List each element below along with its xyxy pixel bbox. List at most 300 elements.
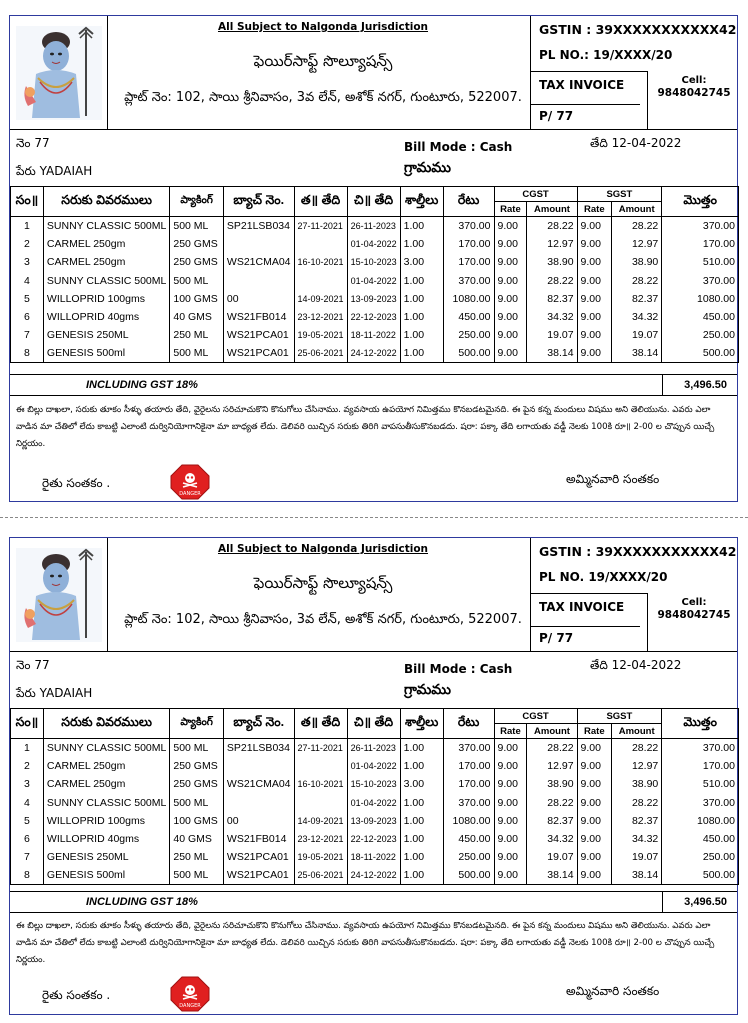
cell-total: 170.00 xyxy=(662,235,739,253)
cell-sgst-amt: 28.22 xyxy=(612,793,662,811)
header-total: మొత్తం xyxy=(662,709,739,739)
customer-name: పేరు YADAIAH xyxy=(16,686,93,700)
cell-sgst-rate: 9.00 xyxy=(577,793,612,811)
header-sgst: SGST xyxy=(577,709,662,724)
terms-text: ఈ బిల్లు దాఖలా, సరుకు తూకం సీళ్ళు తయారు తేది, వైరైలను సరిచూచుకొని కొనుగోలు చేసినాము. వ్యవసాయ ఉపయోగ నిమిత్తము కొనబడటమైనది. ఈ పైన కన్న మందులు విషము అని తెలియును. ఎవరు ఎలా వాడిన మా చేతిలో లేదు కాబట్టి ఎలాంటి దుర్వినియోగానికైనా మా బాధ్యత లేదు. డెలివరి యిచ్చిన సరుకు తిరిగి వాపసుతీసుకొనబడదు. షరా: పక్కా తేది లగాయతు వడ్డీ నెలకు 100కి రూ॥ 2-00 ల చొప్పున యిచ్చే నిర్ణయం. xyxy=(16,405,715,449)
header-item: సరుకు వివరములు xyxy=(43,187,169,217)
cell-rate: 450.00 xyxy=(443,308,494,326)
cell-sgst-rate: 9.00 xyxy=(577,775,612,793)
cell-cgst-rate: 9.00 xyxy=(494,867,527,885)
terms-text: ఈ బిల్లు దాఖలా, సరుకు తూకం సీళ్ళు తయారు తేది, వైరైలను సరిచూచుకొని కొనుగోలు చేసినాము. వ్యవసాయ ఉపయోగ నిమిత్తము కొనబడటమైనది. ఈ పైన కన్న మందులు విషము అని తెలియును. ఎవరు ఎలా వాడిన మా చేతిలో లేదు కాబట్టి ఎలాంటి దుర్వినియోగానికైనా మా బాధ్యత లేదు. డెలివరి యిచ్చిన సరుకు తిరిగి వాపసుతీసుకొనబడదు. షరా: పక్కా తేది లగాయతు వడ్డీ నెలకు 100కి రూ॥ 2-00 ల చొప్పున యిచ్చే నిర్ణయం. xyxy=(16,921,715,965)
header-sgst-amount: Amount xyxy=(612,724,662,739)
cell-exp: 22-12-2023 xyxy=(347,308,400,326)
cell-total: 450.00 xyxy=(662,308,739,326)
cell-sno: 1 xyxy=(11,217,44,235)
logo-box xyxy=(10,538,108,652)
cell-item: WILLOPRID 40gms xyxy=(43,308,169,326)
cell-box xyxy=(648,593,740,621)
jurisdiction-text: All Subject to Nalgonda Jurisdiction xyxy=(217,21,429,33)
cell-sgst-rate: 9.00 xyxy=(577,235,612,253)
deity-logo-icon xyxy=(16,548,102,642)
cell-total: 370.00 xyxy=(662,793,739,811)
cell-total: 500.00 xyxy=(662,867,739,885)
cell-rate: 370.00 xyxy=(443,739,494,757)
cell-cgst-amt: 28.22 xyxy=(527,793,577,811)
cell-batch: SP21LSB034 xyxy=(223,739,294,757)
cell-packing: 500 ML xyxy=(170,867,224,885)
cell-qty: 1.00 xyxy=(400,739,443,757)
danger-icon xyxy=(170,976,210,1012)
cell-sno: 8 xyxy=(11,345,44,363)
bill-number: నెం 77 xyxy=(16,658,50,672)
cell-packing: 250 GMS xyxy=(170,757,224,775)
cell-cgst-rate: 9.00 xyxy=(494,812,527,830)
cell-mfg xyxy=(294,793,347,811)
header-cgst-rate: Rate xyxy=(494,202,527,217)
cell-rate: 250.00 xyxy=(443,326,494,344)
cell-total: 450.00 xyxy=(662,830,739,848)
cell-exp: 13-09-2023 xyxy=(347,812,400,830)
header-cgst-amount: Amount xyxy=(527,724,577,739)
items-body xyxy=(11,739,739,885)
cell-mfg: 19-05-2021 xyxy=(294,326,347,344)
cell-sno: 5 xyxy=(11,290,44,308)
jurisdiction-text: All Subject to Nalgonda Jurisdiction xyxy=(217,543,429,555)
cell-rate: 500.00 xyxy=(443,345,494,363)
cell-packing: 250 GMS xyxy=(170,235,224,253)
cell-qty: 1.00 xyxy=(400,867,443,885)
cell-item: WILLOPRID 100gms xyxy=(43,290,169,308)
deity-logo-icon xyxy=(16,26,102,120)
cell-cgst-rate: 9.00 xyxy=(494,848,527,866)
invoice-id-panel xyxy=(530,538,739,652)
cell-sgst-amt: 38.14 xyxy=(612,867,662,885)
cell-sno: 8 xyxy=(11,867,44,885)
cell-total: 370.00 xyxy=(662,217,739,235)
cell-label: Cell: xyxy=(681,597,707,608)
cell-packing: 100 GMS xyxy=(170,290,224,308)
cell-packing: 500 ML xyxy=(170,271,224,289)
table-row xyxy=(11,326,739,344)
cell-rate: 1080.00 xyxy=(443,290,494,308)
cell-total: 1080.00 xyxy=(662,812,739,830)
cell-batch: 00 xyxy=(223,290,294,308)
cell-rate: 500.00 xyxy=(443,867,494,885)
cell-sgst-amt: 82.37 xyxy=(612,290,662,308)
table-row xyxy=(11,775,739,793)
cell-rate: 170.00 xyxy=(443,235,494,253)
cell-batch: WS21PCA01 xyxy=(223,345,294,363)
cell-sno: 4 xyxy=(11,793,44,811)
header-sno: సం॥ xyxy=(11,187,44,217)
cell-sgst-amt: 28.22 xyxy=(612,217,662,235)
cell-number: 9848042745 xyxy=(657,609,731,621)
cell-cgst-amt: 28.22 xyxy=(527,271,577,289)
cell-number: 9848042745 xyxy=(657,87,731,99)
cell-cgst-rate: 9.00 xyxy=(494,235,527,253)
table-row xyxy=(11,757,739,775)
cell-sgst-amt: 38.90 xyxy=(612,253,662,271)
cell-cgst-rate: 9.00 xyxy=(494,757,527,775)
cell-mfg: 27-11-2021 xyxy=(294,217,347,235)
table-row xyxy=(11,739,739,757)
cell-sgst-rate: 9.00 xyxy=(577,217,612,235)
table-row xyxy=(11,217,739,235)
cell-total: 370.00 xyxy=(662,271,739,289)
cell-qty: 1.00 xyxy=(400,235,443,253)
cell-cgst-rate: 9.00 xyxy=(494,326,527,344)
header-mfg: త॥ తేది xyxy=(294,187,347,217)
cell-cgst-rate: 9.00 xyxy=(494,793,527,811)
cell-sgst-rate: 9.00 xyxy=(577,830,612,848)
header-cgst-rate: Rate xyxy=(494,724,527,739)
cell-sno: 1 xyxy=(11,739,44,757)
cell-item: CARMEL 250gm xyxy=(43,775,169,793)
bill-date: తేది 12-04-2022 xyxy=(590,658,682,672)
total-row xyxy=(10,374,737,396)
cell-exp: 24-12-2022 xyxy=(347,345,400,363)
cell-mfg xyxy=(294,271,347,289)
cell-cgst-amt: 82.37 xyxy=(527,290,577,308)
cell-rate: 170.00 xyxy=(443,775,494,793)
pl-number: PL NO. 19/XXXX/20 xyxy=(539,570,668,584)
table-row xyxy=(11,345,739,363)
header-batch: బ్యాచ్ నెం. xyxy=(223,187,294,217)
gstin: GSTIN : 39XXXXXXXXXXX42 xyxy=(539,22,737,37)
cell-qty: 1.00 xyxy=(400,812,443,830)
cell-mfg: 16-10-2021 xyxy=(294,775,347,793)
cell-sno: 2 xyxy=(11,235,44,253)
table-row xyxy=(11,271,739,289)
header-rate: రేటు xyxy=(443,709,494,739)
cell-batch: 00 xyxy=(223,812,294,830)
cell-item: GENESIS 250ML xyxy=(43,848,169,866)
gst-label: INCLUDING GST 18% xyxy=(86,896,198,908)
cell-cgst-amt: 19.07 xyxy=(527,848,577,866)
cell-qty: 1.00 xyxy=(400,793,443,811)
items-body xyxy=(11,217,739,363)
cell-cgst-amt: 28.22 xyxy=(527,739,577,757)
cell-cgst-amt: 38.90 xyxy=(527,775,577,793)
cell-qty: 1.00 xyxy=(400,308,443,326)
cell-item: SUNNY CLASSIC 500ML xyxy=(43,217,169,235)
cell-cgst-rate: 9.00 xyxy=(494,217,527,235)
header-cgst-amount: Amount xyxy=(527,202,577,217)
cell-qty: 1.00 xyxy=(400,326,443,344)
table-row xyxy=(11,235,739,253)
cell-sgst-rate: 9.00 xyxy=(577,345,612,363)
cell-batch: WS21FB014 xyxy=(223,830,294,848)
cell-mfg: 19-05-2021 xyxy=(294,848,347,866)
cell-sno: 5 xyxy=(11,812,44,830)
cell-sno: 7 xyxy=(11,326,44,344)
cell-batch: WS21CMA04 xyxy=(223,775,294,793)
firm-name: ఫెయిర్‌సాఫ్ట్ సొల్యూషన్స్ xyxy=(253,52,393,70)
cell-box xyxy=(648,71,740,99)
cell-cgst-rate: 9.00 xyxy=(494,271,527,289)
cell-rate: 170.00 xyxy=(443,757,494,775)
cell-packing: 500 ML xyxy=(170,739,224,757)
cell-packing: 40 GMS xyxy=(170,830,224,848)
cell-exp: 24-12-2022 xyxy=(347,867,400,885)
cell-batch xyxy=(223,793,294,811)
cell-qty: 1.00 xyxy=(400,848,443,866)
cell-sno: 6 xyxy=(11,830,44,848)
table-row xyxy=(11,830,739,848)
cell-label: Cell: xyxy=(681,75,707,86)
cell-item: SUNNY CLASSIC 500ML xyxy=(43,793,169,811)
cell-exp: 26-11-2023 xyxy=(347,739,400,757)
cell-packing: 40 GMS xyxy=(170,308,224,326)
cell-packing: 500 ML xyxy=(170,793,224,811)
cell-exp: 18-11-2022 xyxy=(347,326,400,344)
cell-mfg: 27-11-2021 xyxy=(294,739,347,757)
cell-packing: 500 ML xyxy=(170,217,224,235)
bill-number: నెం 77 xyxy=(16,136,50,150)
cell-exp: 18-11-2022 xyxy=(347,848,400,866)
p-number: P/ 77 xyxy=(531,104,640,123)
header-item: సరుకు వివరములు xyxy=(43,709,169,739)
cell-sgst-amt: 34.32 xyxy=(612,308,662,326)
cell-cgst-rate: 9.00 xyxy=(494,290,527,308)
cell-sgst-amt: 38.90 xyxy=(612,775,662,793)
header-packing: ప్యాకింగ్ xyxy=(170,709,224,739)
cell-qty: 1.00 xyxy=(400,290,443,308)
cell-batch: WS21FB014 xyxy=(223,308,294,326)
cell-batch: WS21CMA04 xyxy=(223,253,294,271)
grand-total: 3,496.50 xyxy=(684,379,727,391)
cell-sgst-amt: 28.22 xyxy=(612,739,662,757)
invoice-id-panel xyxy=(530,16,739,130)
cell-sgst-amt: 12.97 xyxy=(612,235,662,253)
invoice-header xyxy=(10,538,737,652)
header-cgst: CGST xyxy=(494,709,577,724)
cell-sno: 6 xyxy=(11,308,44,326)
table-row xyxy=(11,812,739,830)
cell-cgst-amt: 34.32 xyxy=(527,308,577,326)
cell-total: 1080.00 xyxy=(662,290,739,308)
cell-rate: 370.00 xyxy=(443,271,494,289)
cell-rate: 450.00 xyxy=(443,830,494,848)
table-row xyxy=(11,253,739,271)
cell-cgst-rate: 9.00 xyxy=(494,308,527,326)
cell-sgst-rate: 9.00 xyxy=(577,271,612,289)
header-sgst: SGST xyxy=(577,187,662,202)
cell-exp: 01-04-2022 xyxy=(347,757,400,775)
cell-exp: 01-04-2022 xyxy=(347,793,400,811)
firm-header xyxy=(108,16,538,130)
cell-sgst-rate: 9.00 xyxy=(577,848,612,866)
cell-qty: 3.00 xyxy=(400,253,443,271)
cell-cgst-amt: 34.32 xyxy=(527,830,577,848)
firm-header xyxy=(108,538,538,652)
cell-cgst-amt: 38.90 xyxy=(527,253,577,271)
cell-mfg: 14-09-2021 xyxy=(294,290,347,308)
gstin: GSTIN : 39XXXXXXXXXXX42 xyxy=(539,544,737,559)
owner-signature: అమ్మినవారి సంతకం xyxy=(566,984,660,998)
cell-exp: 15-10-2023 xyxy=(347,253,400,271)
cell-batch: SP21LSB034 xyxy=(223,217,294,235)
cell-item: SUNNY CLASSIC 500ML xyxy=(43,271,169,289)
signature-row xyxy=(10,462,737,502)
cell-item: GENESIS 500ml xyxy=(43,345,169,363)
cell-exp: 01-04-2022 xyxy=(347,271,400,289)
cell-batch: WS21PCA01 xyxy=(223,848,294,866)
cell-batch: WS21PCA01 xyxy=(223,326,294,344)
cell-total: 500.00 xyxy=(662,345,739,363)
farmer-signature: రైతు సంతకం . xyxy=(42,988,111,1002)
cell-mfg: 23-12-2021 xyxy=(294,830,347,848)
header-packing: ప్యాకింగ్ xyxy=(170,187,224,217)
cell-sno: 2 xyxy=(11,757,44,775)
customer-name: పేరు YADAIAH xyxy=(16,164,93,178)
cell-cgst-amt: 19.07 xyxy=(527,326,577,344)
cell-sgst-amt: 19.07 xyxy=(612,848,662,866)
cell-sgst-amt: 12.97 xyxy=(612,757,662,775)
cell-cgst-rate: 9.00 xyxy=(494,775,527,793)
cell-qty: 1.00 xyxy=(400,830,443,848)
bill-mode: Bill Mode : Cash xyxy=(404,662,513,676)
cell-sno: 7 xyxy=(11,848,44,866)
cell-sgst-amt: 28.22 xyxy=(612,271,662,289)
header-batch: బ్యాచ్ నెం. xyxy=(223,709,294,739)
cell-cgst-amt: 12.97 xyxy=(527,235,577,253)
cell-item: GENESIS 250ML xyxy=(43,326,169,344)
total-separator xyxy=(662,892,663,912)
grand-total: 3,496.50 xyxy=(684,896,727,908)
cell-total: 250.00 xyxy=(662,326,739,344)
cell-mfg: 23-12-2021 xyxy=(294,308,347,326)
cell-packing: 250 ML xyxy=(170,848,224,866)
cell-cgst-rate: 9.00 xyxy=(494,739,527,757)
cell-exp: 13-09-2023 xyxy=(347,290,400,308)
cell-exp: 01-04-2022 xyxy=(347,235,400,253)
header-exp: చి॥ తేది xyxy=(347,709,400,739)
cell-batch xyxy=(223,235,294,253)
p-number: P/ 77 xyxy=(531,626,640,645)
cell-sgst-rate: 9.00 xyxy=(577,253,612,271)
cell-qty: 1.00 xyxy=(400,345,443,363)
village-label: గ్రామము xyxy=(404,160,451,176)
cell-rate: 250.00 xyxy=(443,848,494,866)
cell-cgst-rate: 9.00 xyxy=(494,253,527,271)
cell-sno: 4 xyxy=(11,271,44,289)
bill-mode: Bill Mode : Cash xyxy=(404,140,513,154)
header-sgst-rate: Rate xyxy=(577,724,612,739)
header-mfg: త॥ తేది xyxy=(294,709,347,739)
cell-cgst-amt: 82.37 xyxy=(527,812,577,830)
cell-rate: 370.00 xyxy=(443,793,494,811)
bill-meta xyxy=(10,652,737,708)
cell-sgst-amt: 82.37 xyxy=(612,812,662,830)
cell-item: CARMEL 250gm xyxy=(43,253,169,271)
cell-sgst-rate: 9.00 xyxy=(577,867,612,885)
danger-label: DANGER xyxy=(179,491,201,497)
cell-packing: 100 GMS xyxy=(170,812,224,830)
cell-exp: 22-12-2023 xyxy=(347,830,400,848)
table-row xyxy=(11,848,739,866)
tax-invoice-box xyxy=(531,71,648,130)
table-row xyxy=(11,867,739,885)
cell-cgst-rate: 9.00 xyxy=(494,345,527,363)
tax-invoice-title: TAX INVOICE xyxy=(539,78,625,92)
cell-mfg: 25-06-2021 xyxy=(294,867,347,885)
cell-qty: 1.00 xyxy=(400,217,443,235)
farmer-signature: రైతు సంతకం . xyxy=(42,476,111,490)
header-sgst-rate: Rate xyxy=(577,202,612,217)
total-row xyxy=(10,891,737,913)
cell-sgst-rate: 9.00 xyxy=(577,326,612,344)
cell-sgst-amt: 34.32 xyxy=(612,830,662,848)
cell-cgst-amt: 38.14 xyxy=(527,345,577,363)
village-label: గ్రామము xyxy=(404,682,451,698)
cell-total: 170.00 xyxy=(662,757,739,775)
cell-item: SUNNY CLASSIC 500ML xyxy=(43,739,169,757)
header-qty: శాల్తీలు xyxy=(400,187,443,217)
gst-label: INCLUDING GST 18% xyxy=(86,379,198,391)
cell-mfg: 16-10-2021 xyxy=(294,253,347,271)
cell-cgst-amt: 38.14 xyxy=(527,867,577,885)
items-table xyxy=(10,708,739,885)
table-row xyxy=(11,793,739,811)
invoice-header xyxy=(10,16,737,130)
cell-sgst-amt: 19.07 xyxy=(612,326,662,344)
header-sno: సం॥ xyxy=(11,709,44,739)
table-row xyxy=(11,290,739,308)
table-row xyxy=(11,308,739,326)
cell-qty: 1.00 xyxy=(400,757,443,775)
cell-exp: 26-11-2023 xyxy=(347,217,400,235)
header-cgst: CGST xyxy=(494,187,577,202)
cell-qty: 1.00 xyxy=(400,271,443,289)
danger-label: DANGER xyxy=(179,1003,201,1009)
cell-cgst-amt: 28.22 xyxy=(527,217,577,235)
invoice-copy-2 xyxy=(9,537,738,1015)
cell-item: WILLOPRID 40gms xyxy=(43,830,169,848)
cell-mfg xyxy=(294,235,347,253)
logo-box xyxy=(10,16,108,130)
header-total: మొత్తం xyxy=(662,187,739,217)
cell-total: 370.00 xyxy=(662,739,739,757)
cell-sno: 3 xyxy=(11,253,44,271)
cell-item: CARMEL 250gm xyxy=(43,757,169,775)
cell-rate: 170.00 xyxy=(443,253,494,271)
cell-sgst-amt: 38.14 xyxy=(612,345,662,363)
cell-mfg: 14-09-2021 xyxy=(294,812,347,830)
items-table xyxy=(10,186,739,363)
cell-exp: 15-10-2023 xyxy=(347,775,400,793)
cell-packing: 250 GMS xyxy=(170,775,224,793)
cell-qty: 3.00 xyxy=(400,775,443,793)
header-qty: శాల్తీలు xyxy=(400,709,443,739)
cell-total: 250.00 xyxy=(662,848,739,866)
cell-mfg xyxy=(294,757,347,775)
cell-rate: 370.00 xyxy=(443,217,494,235)
cell-packing: 250 ML xyxy=(170,326,224,344)
cell-packing: 500 ML xyxy=(170,345,224,363)
cell-batch xyxy=(223,757,294,775)
tax-invoice-title: TAX INVOICE xyxy=(539,600,625,614)
cell-mfg: 25-06-2021 xyxy=(294,345,347,363)
header-rate: రేటు xyxy=(443,187,494,217)
cell-sno: 3 xyxy=(11,775,44,793)
cell-sgst-rate: 9.00 xyxy=(577,757,612,775)
invoice-copy-1 xyxy=(9,15,738,502)
cell-packing: 250 GMS xyxy=(170,253,224,271)
cell-item: WILLOPRID 100gms xyxy=(43,812,169,830)
pl-number: PL NO.: 19/XXXX/20 xyxy=(539,48,673,62)
cell-sgst-rate: 9.00 xyxy=(577,739,612,757)
